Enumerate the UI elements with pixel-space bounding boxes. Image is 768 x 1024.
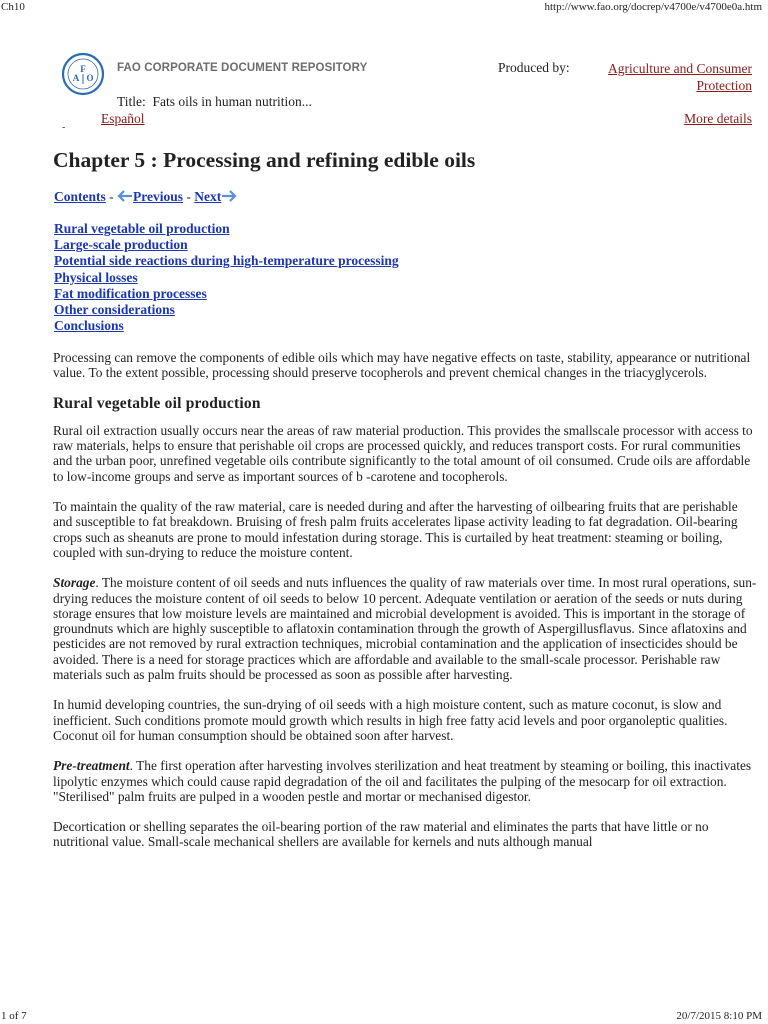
nav-separator: -: [183, 189, 195, 204]
print-header: [0, 0, 768, 14]
paragraph: Decortication or shelling separates the oil-bearing portion of the raw material and eliminates the parts that have little or no nutritional value. Small-scale mechanical shellers are available for kernels and nuts although manual: [53, 819, 709, 850]
title-value: Fats oils in human nutrition...: [152, 94, 312, 109]
svg-text:F: F: [80, 64, 86, 74]
storage-term: Storage: [53, 575, 96, 591]
pretreatment-term: Pre-treatment: [53, 758, 130, 774]
toc-link-side-reactions[interactable]: Potential side reactions during high-temperature processing: [54, 253, 399, 269]
produced-by-label: Produced by:: [498, 60, 570, 75]
previous-link[interactable]: Previous: [133, 189, 184, 204]
tab-title: Ch10: [1, 1, 25, 13]
paragraph: In humid developing countries, the sun-drying of oil seeds with a high moisture content, such as mature coconut, is slow and inefficient. Such conditions promote mould growth which results in high free fatty acid levels and poor organoleptic qualities. Coconut oil for human consumption should be obtained soon after harvest.: [53, 697, 728, 743]
toc-link-fat-modification[interactable]: Fat modification processes: [54, 285, 207, 301]
contents-link[interactable]: Contents: [54, 189, 106, 204]
fao-logo-icon: [61, 52, 105, 96]
produced-by-link[interactable]: Agriculture and Consumer Protection: [608, 61, 752, 93]
toc-link-conclusions[interactable]: Conclusions: [54, 318, 124, 334]
next-link[interactable]: Next: [194, 189, 222, 204]
table-of-contents: [54, 221, 399, 334]
spanish-link[interactable]: Español: [101, 111, 145, 126]
title-label: Title:: [117, 94, 146, 109]
toc-link-other-considerations[interactable]: Other considerations: [54, 302, 175, 318]
toc-link-physical-losses[interactable]: Physical losses: [54, 269, 138, 285]
section-heading: Rural vegetable oil production: [53, 394, 261, 412]
separator-dash: -: [62, 122, 66, 133]
page-counter: 1 of 7: [1, 1010, 27, 1022]
chapter-title: Chapter 5 : Processing and refining edible oils: [53, 148, 476, 172]
pretreatment-paragraph: [53, 758, 759, 804]
svg-text:O: O: [86, 73, 94, 83]
previous-arrow-icon[interactable]: [117, 190, 133, 202]
repository-title: FAO CORPORATE DOCUMENT REPOSITORY: [117, 62, 368, 74]
print-datetime: 20/7/2015 8:10 PM: [676, 1010, 762, 1022]
print-footer: [0, 1008, 768, 1024]
storage-text: . The moisture content of oil seeds and nuts influences the quality of raw materials over time. In most rural operations, sun-drying reduces the moisture content of oil seeds to below 10 percent. Adequate ventilation or aeration of the seeds or nuts during storage ensures that low moisture levels are maintained and microbial development is avoided. This is important in the storage of groundnuts which are highly susceptible to aflatoxin contamination through the growth of Aspergillusflavus. Since aflatoxins and pesticides are not removed by rural extraction techniques, microbial contamination and the application of insecticides should be avoided. There is a need for storage practices which are affordable and available to the small-scale processor. Perishable raw materials such as palm fruits should be processed as soon as possible after harvesting.: [53, 575, 757, 683]
more-details-link[interactable]: More details: [684, 111, 752, 126]
nav-separator: -: [105, 189, 118, 204]
intro-paragraph: Processing can remove the components of edible oils which may have negative effects on taste, stability, appearance or nutritional value. To the extent possible, processing should preserve tocopherols and prevent chemical changes in the triacyglycerols.: [53, 350, 751, 381]
chapter-navigation: [54, 189, 237, 205]
document-title: [117, 94, 312, 110]
pretreatment-text: . The first operation after harvesting involves sterilization and heat treatment by steaming or boiling, this inactivates lipolytic enzymes which could cause rapid degradation of the oil and facilitates the pulping of the mesocarp for oil extraction. "Sterilised" palm fruits are pulped in a wooden pestle and mortar or mechanised digestor.: [53, 758, 752, 804]
next-arrow-icon[interactable]: [221, 190, 237, 202]
toc-link-rural-vegetable-oil[interactable]: Rural vegetable oil production: [54, 221, 230, 236]
storage-paragraph: [53, 575, 759, 682]
toc-link-large-scale[interactable]: Large-scale production: [54, 237, 188, 253]
paragraph: Rural oil extraction usually occurs near the areas of raw material production. This provides the smallscale processor with access to raw materials, helps to ensure that perishable oil crops are processed quickly, and reduces transport costs. For rural communities and the urban poor, unrefined vegetable oils contribute significantly to the total amount of oil consumed. Crude oils are affordable to low-income groups and serve as important sources of b -carotene and tocopherols.: [53, 422, 753, 484]
article-body: [53, 350, 759, 865]
svg-text:A: A: [72, 73, 80, 83]
paragraph: To maintain the quality of the raw material, care is needed during and after the harvesting of oilbearing fruits that are perishable and susceptible to fat breakdown. Bruising of fresh palm fruits accelerates lipase activity leading to fat degradation. Oil-bearing crops such as sheanuts are prone to mould infestation during storage. This is curtailed by heat treatment: steaming or boiling, coupled with sun-drying to reduce the moisture content.: [53, 499, 738, 560]
page-url: http://www.fao.org/docrep/v4700e/v4700e0a.htm: [544, 1, 762, 13]
